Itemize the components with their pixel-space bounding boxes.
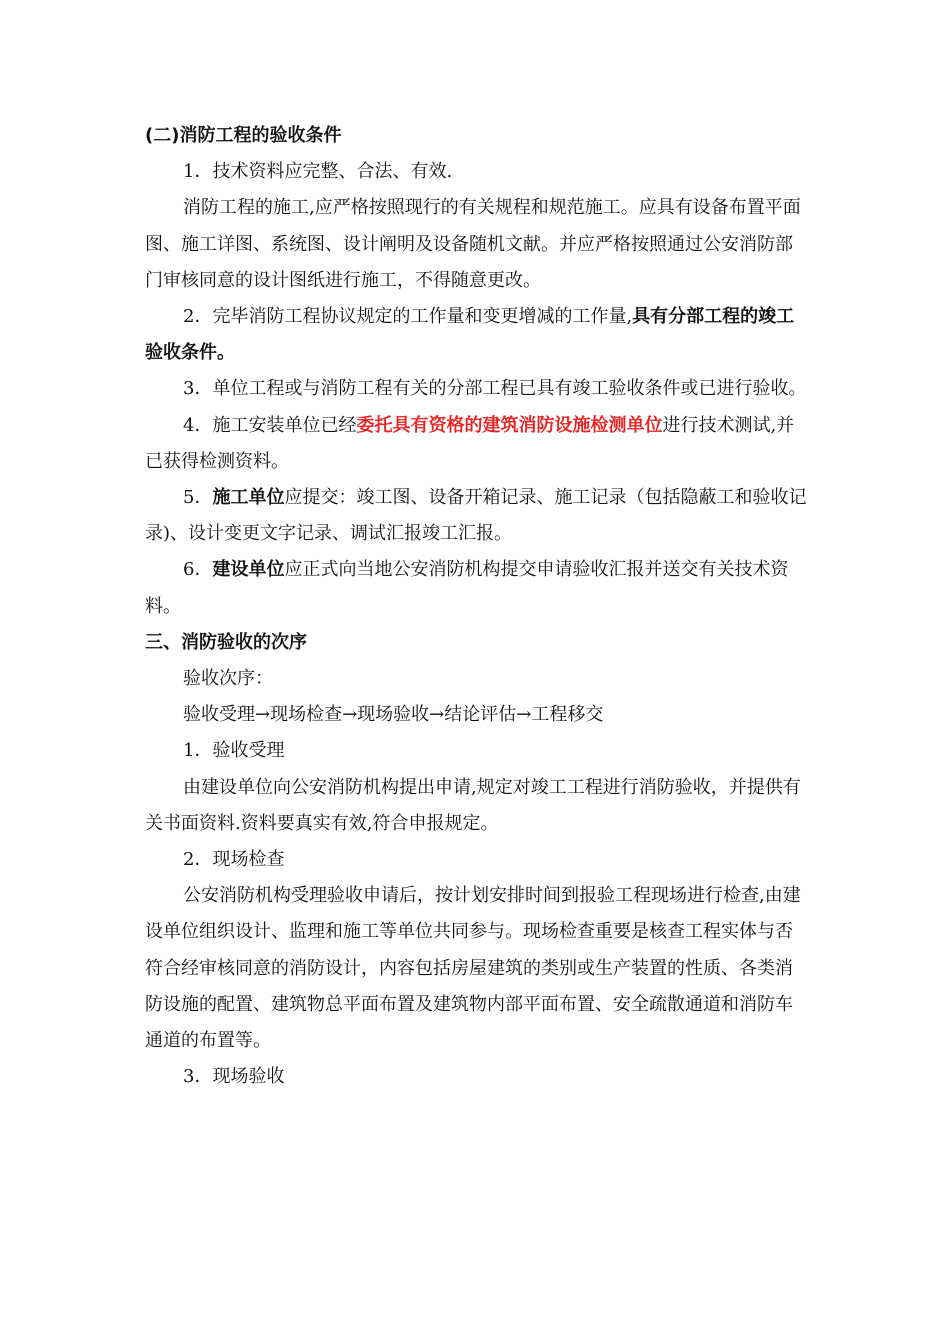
condition-item-2-bold: 具有分部工程的竣工验收条件。	[145, 306, 795, 364]
sequence-paragraph-2: 公安消防机构受理验收申请后，按计划安排时间到报验工程现场进行检查,由建设单位组织设计、监理和施工等单位共同参与。现场检查重要是核查工程实体与否符合经审核同意的消防设计，内容包括房屋建筑的类别或生产装置的性质、各类消防设施的配置、建筑物总平面布置及建筑物内部平面布置、安全疏散通道和消防车通道的布置等。	[145, 885, 801, 1052]
condition-item-5-number: 5．	[183, 487, 213, 509]
condition-item-4	[145, 408, 810, 480]
condition-item-6-number: 6．	[183, 559, 213, 581]
condition-item-4-text: 4．施工安装单位已经	[183, 414, 357, 436]
sequence-intro: 验收次序：	[183, 668, 273, 690]
sequence-item-3: 3．现场验收	[183, 1066, 285, 1088]
document-body	[145, 118, 810, 1095]
condition-paragraph-1: 消防工程的施工,应严格按照现行的有关规程和规范施工。应具有设备布置平面图、施工详图、系统图、设计阐明及设备随机文献。并应严格按照通过公安消防部门审核同意的设计图纸进行施工，不得随意更改。	[145, 197, 801, 291]
sequence-paragraph-1: 由建设单位向公安消防机构提出申请,规定对竣工工程进行消防验收，并提供有关书面资料.资料要真实有效,符合申报规定。	[145, 776, 801, 834]
sequence-item-1: 1．验收受理	[183, 740, 285, 762]
condition-item-2	[145, 299, 810, 371]
condition-item-1: 1．技术资料应完整、合法、有效.	[183, 161, 453, 183]
condition-item-6-text: 应正式向当地公安消防机构提交申请验收汇报并送交有关技术资料。	[145, 559, 789, 617]
condition-item-5	[145, 480, 810, 552]
condition-item-6	[145, 552, 810, 624]
sequence-item-2: 2．现场检查	[183, 849, 285, 871]
condition-item-4-rest: 进行技术测试,并已获得检测资料。	[145, 414, 795, 472]
condition-item-4-highlight: 委托具有资格的建筑消防设施检测单位	[356, 414, 663, 436]
condition-item-2-text: 2．完毕消防工程协议规定的工作量和变更增减的工作量,	[183, 306, 633, 328]
condition-item-5-bold: 施工单位	[212, 487, 285, 509]
condition-item-6-bold: 建设单位	[212, 559, 285, 581]
condition-item-5-text: 应提交：竣工图、设备开箱记录、施工记录（包括隐蔽工和验收记录)、设计变更文字记录、调试汇报竣工汇报。	[145, 487, 807, 545]
condition-item-3: 3．单位工程或与消防工程有关的分部工程已具有竣工验收条件或已进行验收。	[183, 378, 807, 400]
section-heading-acceptance-sequence: 三、消防验收的次序	[145, 631, 307, 653]
sequence-flow: 验收受理→现场检查→现场验收→结论评估→工程移交	[183, 704, 604, 726]
section-heading-acceptance-conditions: (二)消防工程的验收条件	[145, 125, 342, 146]
